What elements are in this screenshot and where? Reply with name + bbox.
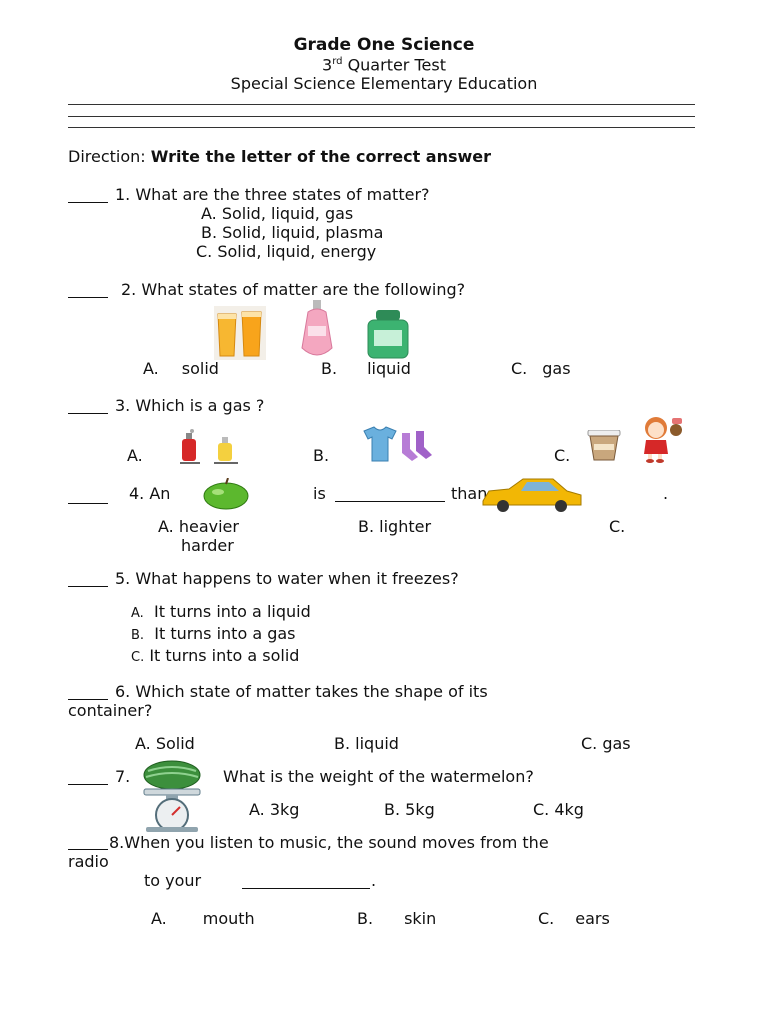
q5-option-a	[131, 604, 311, 620]
q5-option-b-text: It turns into a gas	[154, 624, 296, 643]
q7-question: What is the weight of the watermelon?	[223, 767, 534, 786]
q6-option-c: C. gas	[581, 734, 631, 753]
coffee-cup-icon	[586, 430, 624, 462]
answer-blank-4[interactable]	[68, 489, 108, 504]
q6-question-line1: 6. Which state of matter takes the shape of its	[115, 682, 488, 701]
q4-period: .	[663, 484, 669, 503]
q8-question-line3: to your	[144, 871, 202, 890]
q5-option-a-letter: A.	[131, 606, 144, 621]
answer-blank-8[interactable]	[68, 835, 108, 850]
q2-option-c	[511, 361, 571, 377]
apple-icon	[200, 478, 252, 510]
q2-option-b-text: liquid	[367, 359, 411, 378]
answer-blank-7[interactable]	[68, 770, 108, 785]
spray-cans-icon	[178, 429, 242, 465]
q4-than: than	[451, 484, 488, 503]
mouthwash-bottle-icon	[364, 310, 412, 360]
q5-option-c-letter: C.	[131, 650, 145, 665]
q1-option-a: A. Solid, liquid, gas	[201, 204, 354, 223]
q2-option-b-letter: B.	[321, 359, 338, 378]
q8-option-c-text: ears	[575, 909, 610, 928]
q4-option-a: A. heavier	[158, 517, 239, 536]
q2-option-a	[143, 361, 219, 377]
quarter-text: Quarter Test	[342, 55, 446, 75]
q5-option-b	[131, 626, 296, 642]
q4-option-c-text: harder	[181, 536, 234, 555]
q7-option-b: B. 5kg	[384, 800, 435, 819]
q7-number: 7.	[115, 767, 131, 786]
girl-smelling-icon	[638, 414, 688, 464]
q4-option-b: B. lighter	[358, 517, 432, 536]
answer-blank-6[interactable]	[68, 685, 108, 700]
shirt-and-socks-icon	[358, 425, 436, 465]
car-icon	[479, 477, 585, 513]
q5-option-c-text: It turns into a solid	[149, 646, 300, 665]
q8-option-c	[538, 911, 610, 927]
q8-option-c-letter: C.	[538, 909, 555, 928]
document-subtitle: Special Science Elementary Education	[230, 74, 538, 93]
q8-option-b-letter: B.	[357, 909, 374, 928]
q8-question-line2: radio	[68, 852, 109, 871]
answer-blank-5[interactable]	[68, 572, 108, 587]
q3-option-c: C.	[554, 446, 571, 465]
q4-is: is	[313, 484, 326, 503]
answer-blank-4-comparison[interactable]	[335, 487, 445, 502]
q2-option-b	[321, 361, 411, 377]
quarter-line	[0, 57, 768, 73]
q8-period: .	[371, 871, 377, 890]
q8-option-b-text: skin	[404, 909, 437, 928]
q1-option-c: C. Solid, liquid, energy	[196, 242, 377, 261]
q8-option-a-text: mouth	[202, 909, 255, 928]
q7-option-a: A. 3kg	[249, 800, 300, 819]
q8-option-a	[151, 911, 255, 927]
q4-option-c: C.	[609, 517, 626, 536]
quarter-number: 3	[322, 55, 333, 75]
lotion-bottle-icon	[296, 300, 338, 360]
q1-option-b: B. Solid, liquid, plasma	[201, 223, 384, 242]
document-title: Grade One Science	[293, 35, 475, 55]
header-rule-3	[68, 127, 695, 128]
q8-option-a-letter: A.	[151, 909, 167, 928]
quarter-superscript: rd	[332, 56, 343, 67]
answer-blank-3[interactable]	[68, 399, 108, 414]
answer-blank-1[interactable]	[68, 188, 108, 203]
q7-option-c: C. 4kg	[533, 800, 584, 819]
q2-option-c-letter: C.	[511, 359, 528, 378]
orange-juice-icon	[214, 306, 266, 360]
direction-text: Write the letter of the correct answer	[150, 147, 492, 166]
q5-option-b-letter: B.	[131, 628, 145, 643]
q2-question: 2. What states of matter are the following?	[121, 280, 466, 299]
q6-option-a: A. Solid	[135, 734, 195, 753]
q5-option-a-text: It turns into a liquid	[153, 602, 311, 621]
direction-label: Direction:	[68, 147, 151, 166]
header-rule-2	[68, 116, 695, 117]
q3-option-a: A.	[127, 446, 143, 465]
answer-blank-2[interactable]	[68, 283, 108, 298]
direction	[68, 149, 491, 165]
q2-option-a-letter: A.	[143, 359, 159, 378]
q6-question-line2: container?	[68, 701, 153, 720]
q4-number: 4. An	[129, 484, 171, 503]
watermelon-scale-icon	[136, 759, 208, 833]
q8-option-b	[357, 911, 436, 927]
q5-option-c	[131, 648, 299, 664]
q5-question: 5. What happens to water when it freezes?	[115, 569, 459, 588]
q1-question: 1. What are the three states of matter?	[115, 185, 430, 204]
q6-option-b: B. liquid	[334, 734, 399, 753]
header-rule-1	[68, 104, 695, 105]
q8-question-line1: 8.When you listen to music, the sound moves from the	[109, 833, 549, 852]
q3-question: 3. Which is a gas ?	[115, 396, 265, 415]
q2-option-a-text: solid	[181, 359, 219, 378]
q2-option-c-text: gas	[542, 359, 571, 378]
q3-option-b: B.	[313, 446, 330, 465]
answer-blank-8-body-part[interactable]	[242, 874, 370, 889]
